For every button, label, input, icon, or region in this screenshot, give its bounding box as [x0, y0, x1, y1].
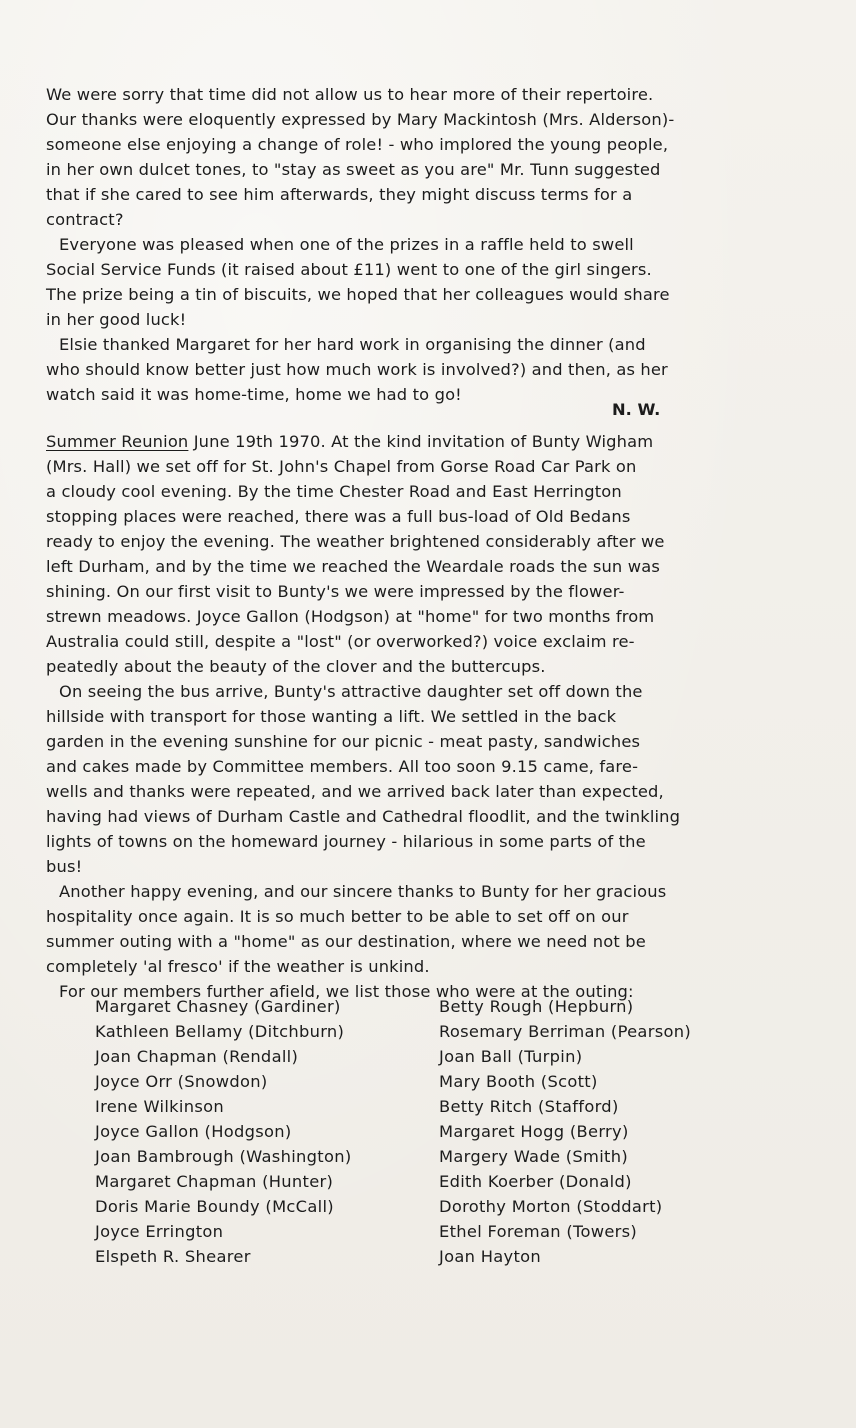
- paragraph-line: Australia could still, despite a "lost" (or overworked?) voice exclaim re-: [46, 632, 635, 651]
- attendee-name: Joyce Errington: [95, 1222, 224, 1241]
- paragraph-line: shining. On our first visit to Bunty's we were impressed by the flower-: [46, 582, 625, 601]
- paragraph-line: a cloudy cool evening. By the time Chester Road and East Herrington: [46, 482, 622, 501]
- paragraph-line: contract?: [46, 210, 124, 229]
- paragraph-line: stopping places were reached, there was a full bus-load of Old Bedans: [46, 507, 631, 526]
- paragraph-line: hillside with transport for those wanting a lift. We settled in the back: [46, 707, 617, 726]
- spacer: [46, 407, 816, 429]
- attendee-name: Joan Hayton: [439, 1247, 542, 1266]
- paragraph-line: garden in the evening sunshine for our picnic - meat pasty, sandwiches: [46, 732, 641, 751]
- paragraph-line: bus!: [46, 857, 83, 876]
- attendee-list-right: [439, 994, 691, 1269]
- attendee-name: Margery Wade (Smith): [439, 1147, 628, 1166]
- attendee-name: Edith Koerber (Donald): [439, 1172, 632, 1191]
- paragraph-line: Everyone was pleased when one of the prizes in a raffle held to swell: [59, 235, 634, 254]
- paragraph-line: someone else enjoying a change of role! - who implored the young people,: [46, 135, 669, 154]
- paragraph-line: having had views of Durham Castle and Cathedral floodlit, and the twinkling: [46, 807, 681, 826]
- attendee-name: Joan Chapman (Rendall): [95, 1047, 299, 1066]
- attendee-name: Ethel Foreman (Towers): [439, 1222, 638, 1241]
- body-text: [46, 82, 816, 1004]
- attendee-name: Irene Wilkinson: [95, 1097, 224, 1116]
- paragraph-line: peatedly about the beauty of the clover and the buttercups.: [46, 657, 546, 676]
- paragraph-line-rest: June 19th 1970. At the kind invitation of Bunty Wigham: [188, 432, 654, 451]
- paragraph-line: The prize being a tin of biscuits, we hoped that her colleagues would share: [46, 285, 670, 304]
- paragraph-line: watch said it was home-time, home we had to go!: [46, 385, 462, 404]
- paragraph-line: Another happy evening, and our sincere thanks to Bunty for her gracious: [59, 882, 667, 901]
- paragraph-line: hospitality once again. It is so much better to be able to set off on our: [46, 907, 629, 926]
- attendee-name: Margaret Chasney (Gardiner): [95, 997, 341, 1016]
- attendee-name: Margaret Hogg (Berry): [439, 1122, 629, 1141]
- attendee-name: Rosemary Berriman (Pearson): [439, 1022, 692, 1041]
- attendee-list-left: [95, 994, 352, 1269]
- paragraph-line: We were sorry that time did not allow us to hear more of their repertoire.: [46, 85, 654, 104]
- paragraph-line: summer outing with a "home" as our destination, where we need not be: [46, 932, 646, 951]
- attendee-name: Joan Ball (Turpin): [439, 1047, 583, 1066]
- paragraph-line: strewn meadows. Joyce Gallon (Hodgson) at "home" for two months from: [46, 607, 655, 626]
- paragraph-line: in her own dulcet tones, to "stay as sweet as you are" Mr. Tunn suggested: [46, 160, 661, 179]
- paragraph-line: Social Service Funds (it raised about £11) went to one of the girl singers.: [46, 260, 652, 279]
- paragraph-line: ready to enjoy the evening. The weather brightened considerably after we: [46, 532, 665, 551]
- paragraph-line: lights of towns on the homeward journey - hilarious in some parts of the: [46, 832, 646, 851]
- paragraph-line: For our members further afield, we list those who were at the outing:: [59, 982, 634, 1001]
- paragraph-line: wells and thanks were repeated, and we arrived back later than expected,: [46, 782, 664, 801]
- signature-initials: N. W.: [612, 400, 661, 419]
- attendee-name: Dorothy Morton (Stoddart): [439, 1197, 663, 1216]
- paragraph-line: who should know better just how much work is involved?) and then, as her: [46, 360, 668, 379]
- paragraph-line: that if she cared to see him afterwards, they might discuss terms for a: [46, 185, 633, 204]
- attendee-name: Mary Booth (Scott): [439, 1072, 598, 1091]
- paragraph-line: and cakes made by Committee members. All too soon 9.15 came, fare-: [46, 757, 639, 776]
- section-heading: Summer Reunion: [46, 432, 189, 451]
- paragraph-line: left Durham, and by the time we reached the Weardale roads the sun was: [46, 557, 660, 576]
- paragraph-line: Elsie thanked Margaret for her hard work in organising the dinner (and: [59, 335, 646, 354]
- attendee-name: Betty Ritch (Stafford): [439, 1097, 619, 1116]
- paragraph-line: Our thanks were eloquently expressed by Mary Mackintosh (Mrs. Alderson)-: [46, 110, 675, 129]
- attendee-name: Doris Marie Boundy (McCall): [95, 1197, 334, 1216]
- attendee-name: Betty Rough (Hepburn): [439, 997, 634, 1016]
- paragraph-line: [46, 429, 816, 454]
- paragraph-line: On seeing the bus arrive, Bunty's attractive daughter set off down the: [59, 682, 643, 701]
- attendee-name: Margaret Chapman (Hunter): [95, 1172, 334, 1191]
- attendee-name: Joyce Gallon (Hodgson): [95, 1122, 292, 1141]
- paragraph-line: in her good luck!: [46, 310, 187, 329]
- attendee-name: Joan Bambrough (Washington): [95, 1147, 352, 1166]
- paragraph-line: completely 'al fresco' if the weather is unkind.: [46, 957, 430, 976]
- paragraph-line: (Mrs. Hall) we set off for St. John's Chapel from Gorse Road Car Park on: [46, 457, 637, 476]
- attendee-name: Kathleen Bellamy (Ditchburn): [95, 1022, 345, 1041]
- attendee-name: Elspeth R. Shearer: [95, 1247, 251, 1266]
- attendee-name: Joyce Orr (Snowdon): [95, 1072, 268, 1091]
